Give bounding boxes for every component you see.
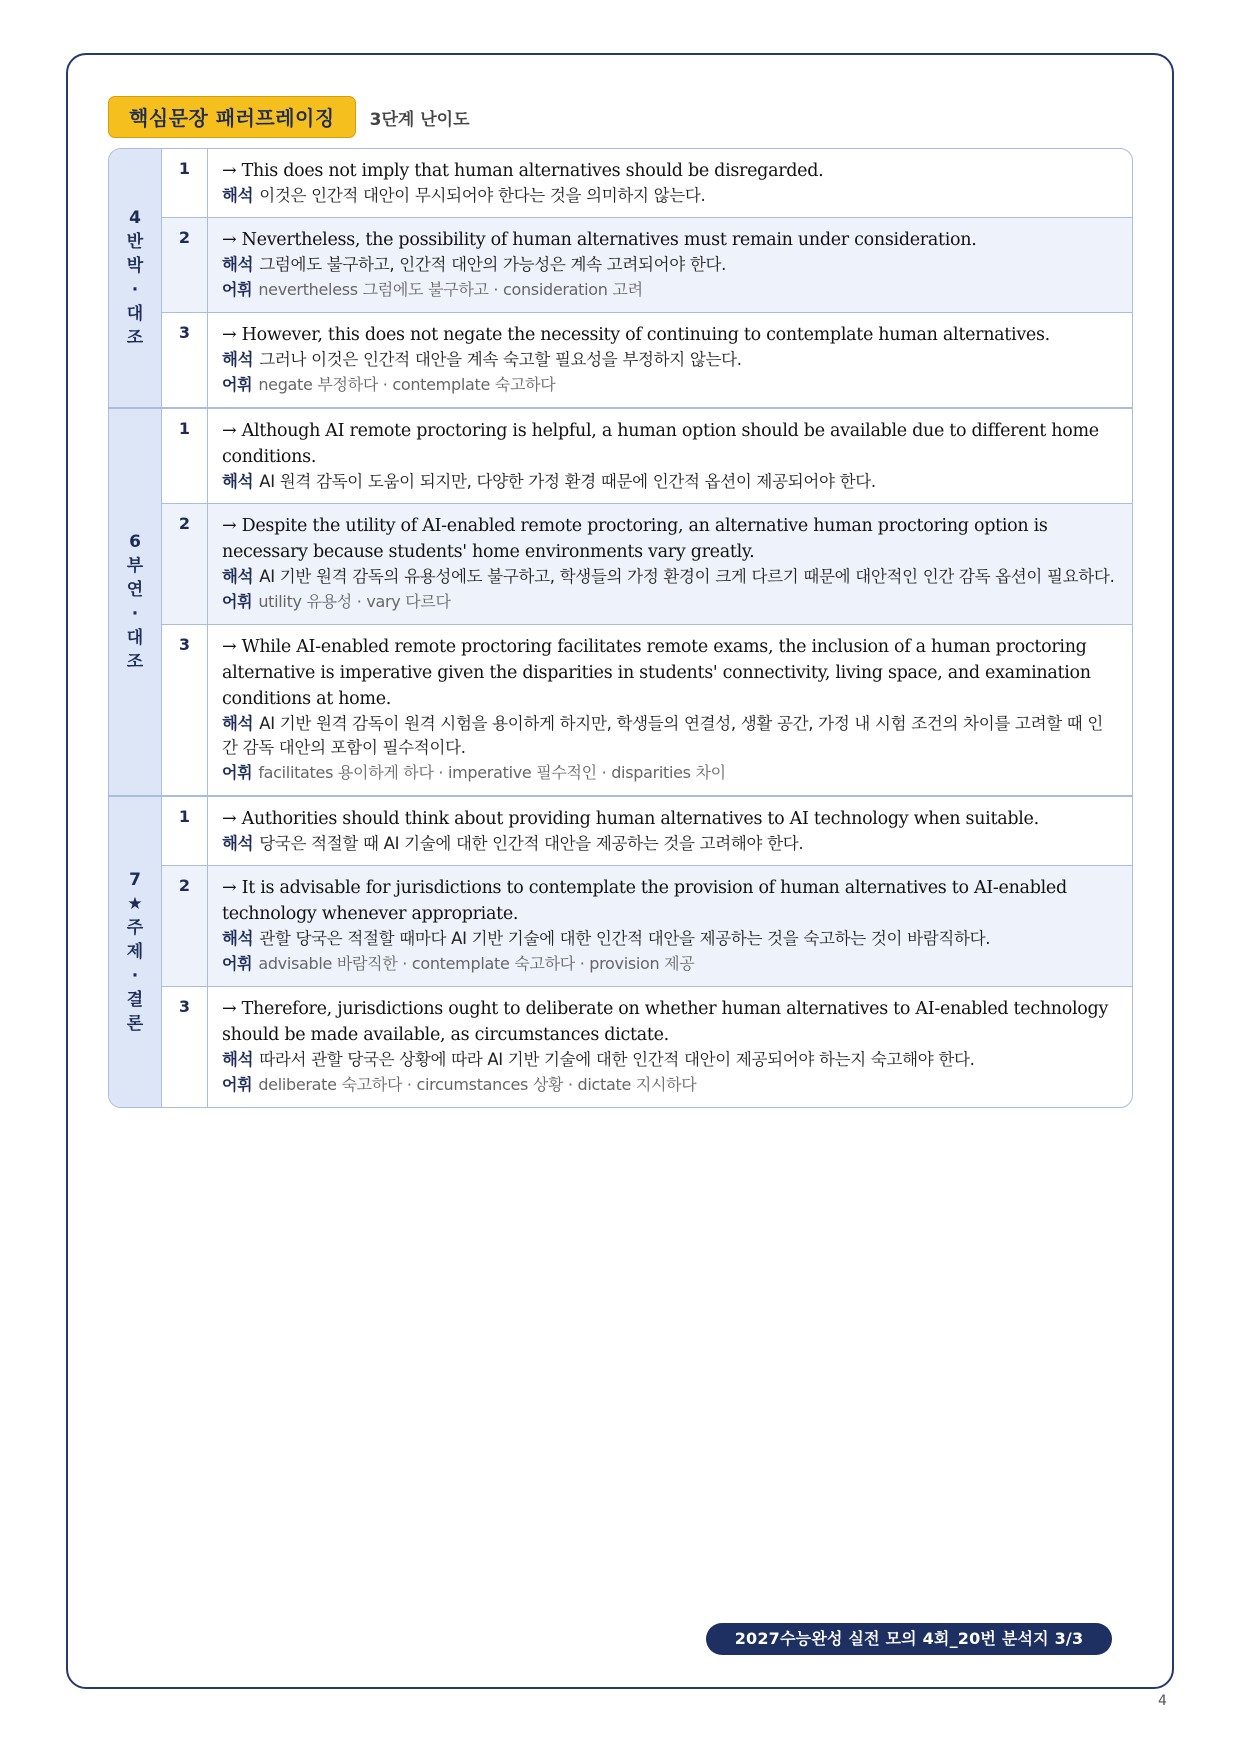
paraphrase-row xyxy=(162,987,1132,1107)
paraphrase-table xyxy=(108,148,1133,1108)
korean-translation: AI 기반 원격 감독이 원격 시험을 용이하게 하지만, 학생들의 연결성, 생활 공간, 가정 내 시험 조건의 차이를 고려할 때 인간 감독 대안의 포함이 필수적이다. xyxy=(222,714,1104,757)
row-number: 3 xyxy=(162,987,208,1107)
paraphrase-row xyxy=(162,866,1132,987)
paragraph-group xyxy=(109,149,1132,409)
row-number: 3 xyxy=(162,313,208,407)
row-content xyxy=(208,504,1132,624)
translation-tag: 해석 xyxy=(222,567,254,586)
vocabulary-list: advisable 바람직한 · contemplate 숙고하다 · provision 제공 xyxy=(258,954,695,973)
korean-translation: 관할 당국은 적절할 때마다 AI 기반 기술에 대한 인간적 대안을 제공하는 것을 숙고하는 것이 바람직하다. xyxy=(259,929,991,948)
footer-badge: 2027수능완성 실전 모의 4회_20번 분석지 3/3 xyxy=(706,1623,1112,1655)
vocabulary-list: deliberate 숙고하다 · circumstances 상황 · dictate 지시하다 xyxy=(258,1075,697,1094)
row-content xyxy=(208,625,1132,795)
translation-line xyxy=(222,348,1118,372)
translation-tag: 해석 xyxy=(222,472,254,491)
korean-translation: 그럼에도 불구하고, 인간적 대안의 가능성은 계속 고려되어야 한다. xyxy=(259,255,727,274)
translation-line xyxy=(222,565,1118,589)
paraphrase-row xyxy=(162,409,1132,504)
translation-line xyxy=(222,184,1118,208)
english-sentence: → Therefore, jurisdictions ought to deliberate on whether human alternatives to AI-enabled technology should be made available, as circumstances dictate. xyxy=(222,999,1109,1045)
translation-tag: 해석 xyxy=(222,186,254,205)
korean-translation: 그러나 이것은 인간적 대안을 계속 숙고할 필요성을 부정하지 않는다. xyxy=(259,350,742,369)
vocabulary-line xyxy=(222,1072,1118,1098)
korean-translation: AI 원격 감독이 도움이 되지만, 다양한 가정 환경 때문에 인간적 옵션이 제공되어야 한다. xyxy=(259,472,876,491)
translation-line xyxy=(222,1048,1118,1072)
row-content xyxy=(208,149,1132,217)
page-number: 4 xyxy=(1158,1693,1167,1709)
row-content xyxy=(208,797,1132,865)
vocabulary-list: utility 유용성 · vary 다르다 xyxy=(258,592,451,611)
vocabulary-tag: 어휘 xyxy=(222,763,253,782)
korean-translation: AI 기반 원격 감독의 유용성에도 불구하고, 학생들의 가정 환경이 크게 다르기 때문에 대안적인 인간 감독 옵션이 필요하다. xyxy=(259,567,1115,586)
vocabulary-tag: 어휘 xyxy=(222,375,253,394)
translation-line xyxy=(222,712,1118,760)
paraphrase-row xyxy=(162,149,1132,218)
english-sentence: → Authorities should think about providing human alternatives to AI technology when suitable. xyxy=(222,809,1039,829)
row-content xyxy=(208,866,1132,986)
translation-line xyxy=(222,927,1118,951)
group-label-cell xyxy=(109,797,162,1107)
row-content xyxy=(208,313,1132,407)
vocabulary-line xyxy=(222,760,1118,786)
row-number: 2 xyxy=(162,218,208,312)
row-number: 1 xyxy=(162,149,208,217)
paraphrase-row xyxy=(162,625,1132,795)
english-sentence: → Despite the utility of AI-enabled remote proctoring, an alternative human proctoring option is necessary because students' home environments vary greatly. xyxy=(222,516,1048,562)
row-number: 2 xyxy=(162,866,208,986)
vocabulary-list: facilitates 용이하게 하다 · imperative 필수적인 · disparities 차이 xyxy=(258,763,726,782)
english-sentence: → However, this does not negate the necessity of continuing to contemplate human alternatives. xyxy=(222,325,1050,345)
korean-translation: 당국은 적절할 때 AI 기술에 대한 인간적 대안을 제공하는 것을 고려해야 한다. xyxy=(259,834,804,853)
row-number: 1 xyxy=(162,409,208,503)
translation-tag: 해석 xyxy=(222,350,254,369)
paragraph-group xyxy=(109,797,1132,1107)
english-sentence: → Nevertheless, the possibility of human alternatives must remain under consideration. xyxy=(222,230,977,250)
row-number: 3 xyxy=(162,625,208,795)
korean-translation: 따라서 관할 당국은 상황에 따라 AI 기반 기술에 대한 인간적 대안이 제공되어야 하는지 숙고해야 한다. xyxy=(259,1050,975,1069)
translation-line xyxy=(222,470,1118,494)
row-number: 2 xyxy=(162,504,208,624)
vocabulary-list: negate 부정하다 · contemplate 숙고하다 xyxy=(258,375,556,394)
translation-tag: 해석 xyxy=(222,714,254,733)
paraphrase-row xyxy=(162,797,1132,866)
translation-tag: 해석 xyxy=(222,255,254,274)
vocabulary-line xyxy=(222,277,1118,303)
korean-translation: 이것은 인간적 대안이 무시되어야 한다는 것을 의미하지 않는다. xyxy=(259,186,706,205)
paragraph-group xyxy=(109,409,1132,797)
group-label: 4 반박·대조 xyxy=(126,208,144,348)
section-title-badge: 핵심문장 패러프레이징 xyxy=(108,96,356,138)
vocabulary-tag: 어휘 xyxy=(222,954,253,973)
english-sentence: → While AI-enabled remote proctoring facilitates remote exams, the inclusion of a human proctoring alternative is imperative given the disparities in students' connectivity, living space, and examination conditions at home. xyxy=(222,637,1091,709)
vocabulary-tag: 어휘 xyxy=(222,592,253,611)
section-header xyxy=(108,96,470,138)
translation-tag: 해석 xyxy=(222,1050,254,1069)
vocabulary-tag: 어휘 xyxy=(222,1075,253,1094)
group-label: 7 ★ 주제·결론 xyxy=(126,870,144,1034)
vocabulary-line xyxy=(222,589,1118,615)
translation-tag: 해석 xyxy=(222,929,254,948)
paraphrase-row xyxy=(162,218,1132,313)
row-content xyxy=(208,409,1132,503)
translation-tag: 해석 xyxy=(222,834,254,853)
group-label-cell xyxy=(109,409,162,795)
vocabulary-tag: 어휘 xyxy=(222,280,253,299)
english-sentence: → It is advisable for jurisdictions to contemplate the provision of human alternatives to AI-enabled technology whenever appropriate. xyxy=(222,878,1067,924)
paraphrase-row xyxy=(162,504,1132,625)
row-content xyxy=(208,218,1132,312)
english-sentence: → Although AI remote proctoring is helpful, a human option should be available due to different home conditions. xyxy=(222,421,1099,467)
difficulty-level-label: 3단계 난이도 xyxy=(369,109,470,130)
paraphrase-row xyxy=(162,313,1132,407)
vocabulary-line xyxy=(222,372,1118,398)
english-sentence: → This does not imply that human alternatives should be disregarded. xyxy=(222,161,824,181)
group-label: 6 부연·대조 xyxy=(126,532,144,672)
translation-line xyxy=(222,832,1118,856)
translation-line xyxy=(222,253,1118,277)
group-label-cell xyxy=(109,149,162,407)
vocabulary-list: nevertheless 그럼에도 불구하고 · consideration 고려 xyxy=(258,280,643,299)
row-number: 1 xyxy=(162,797,208,865)
vocabulary-line xyxy=(222,951,1118,977)
row-content xyxy=(208,987,1132,1107)
